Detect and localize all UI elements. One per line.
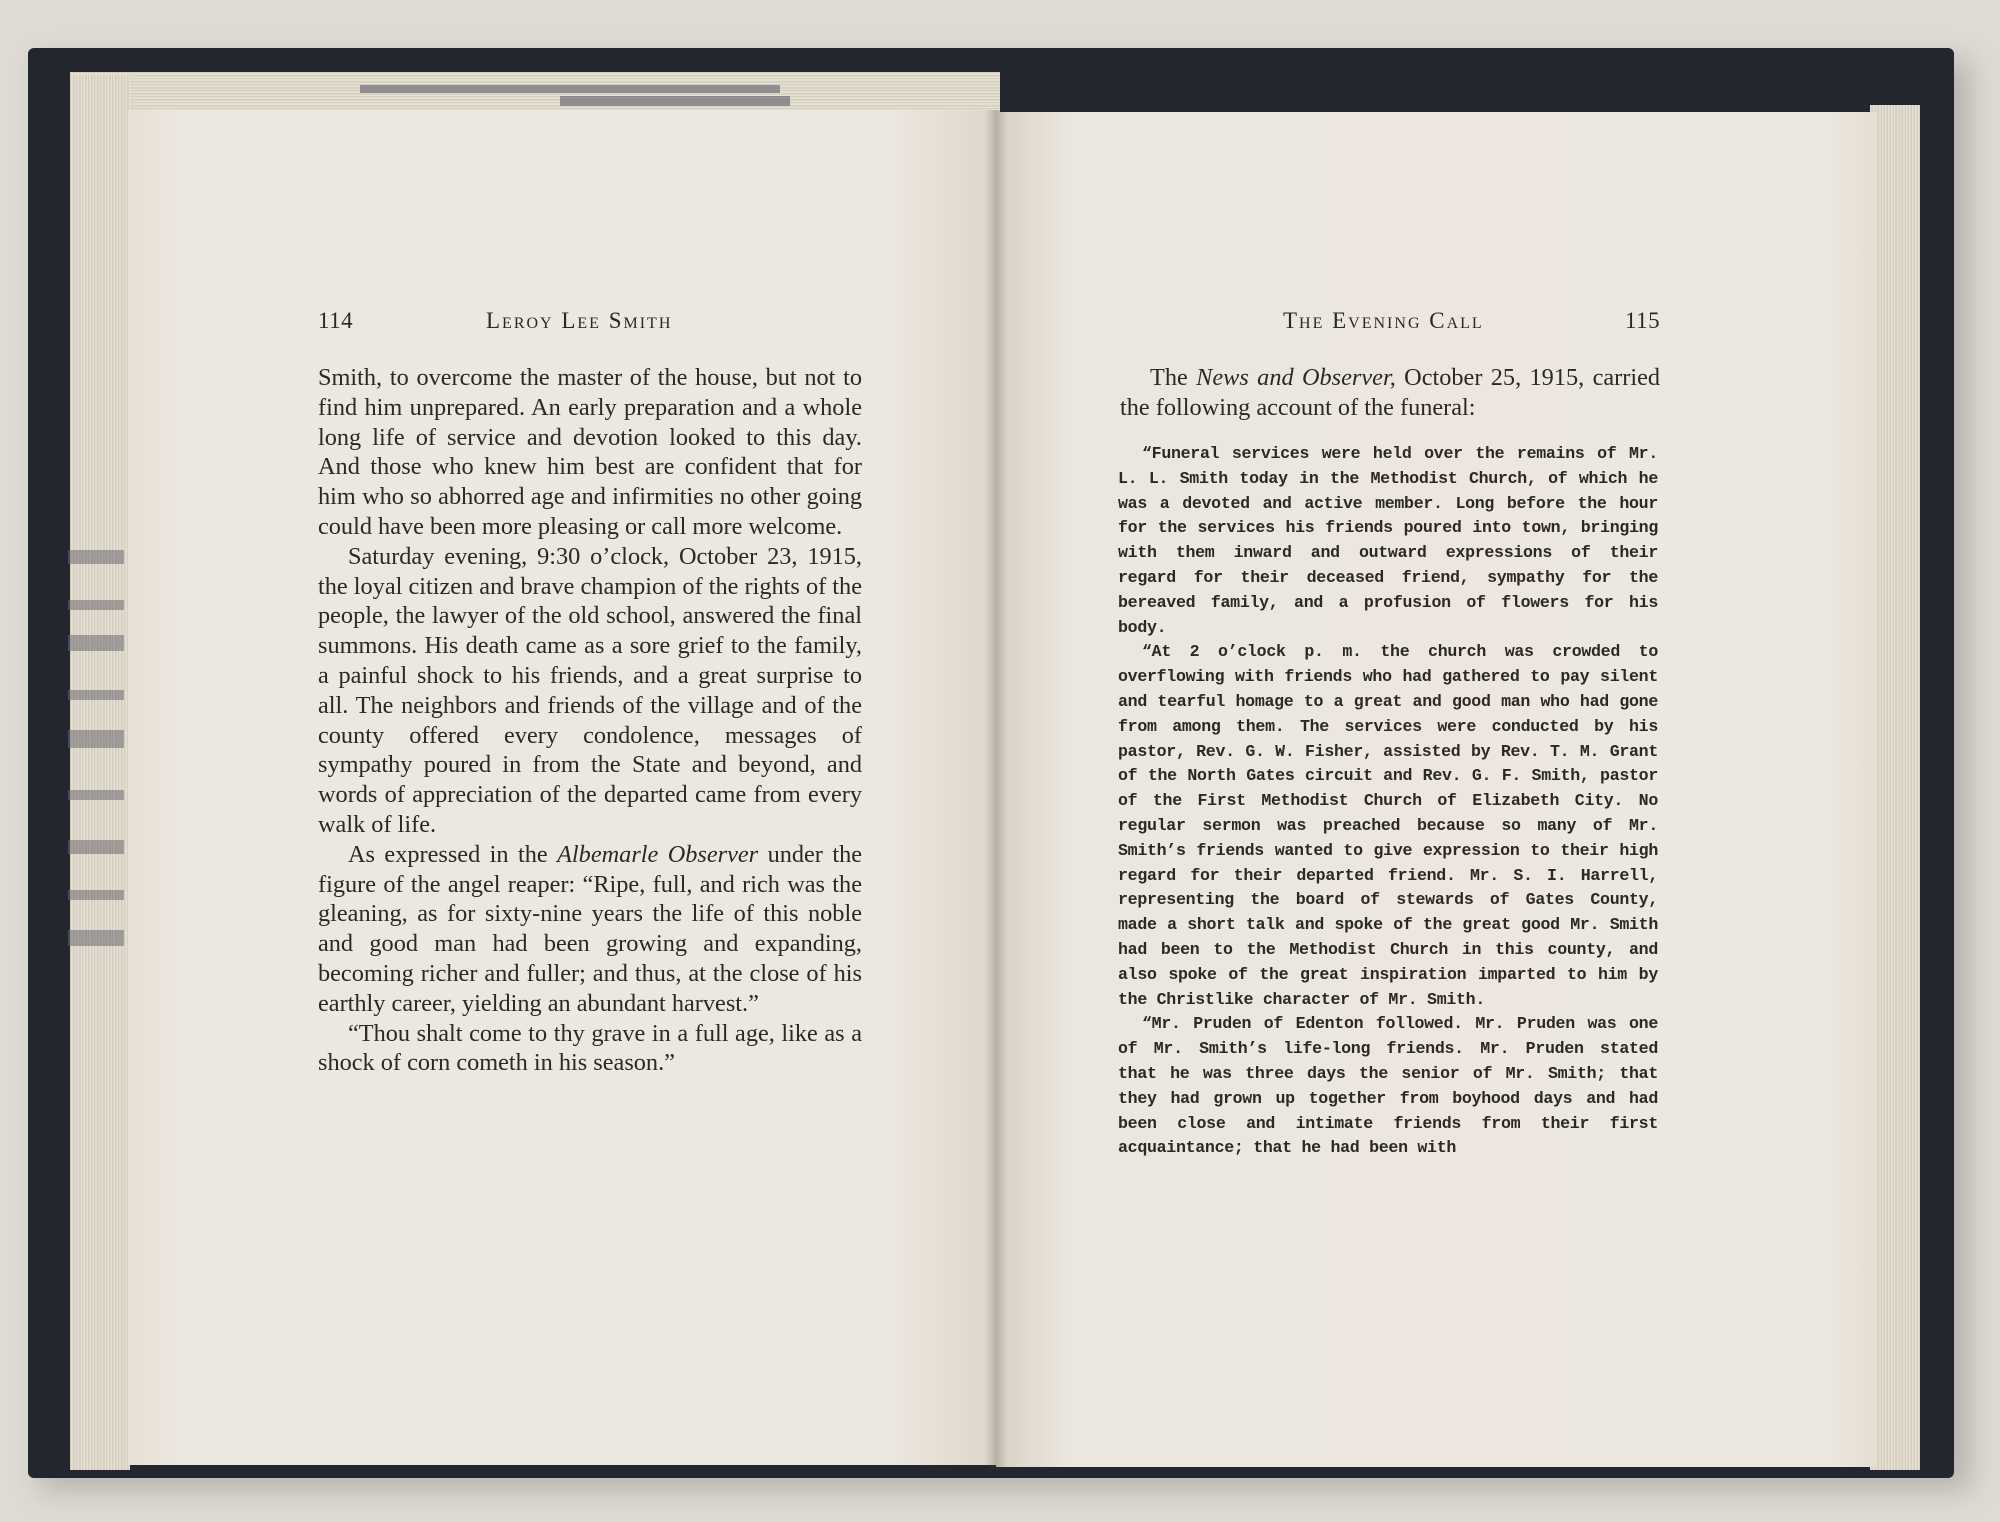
publication-title: News and Observer, bbox=[1196, 364, 1396, 391]
right-page-number: 115 bbox=[1625, 308, 1661, 333]
funeral-account-quote bbox=[1118, 442, 1658, 1161]
paragraph: Saturday evening, 9:30 o’clock, October 23, 1915, the loyal citizen and brave champion of the rights of the people, the lawyer of the old school, answered the final summons. His death came as a sore grief to the family, a painful shock to his friends, and a great surprise to all. The neighbors and friends of the village and of the county offered every condolence, messages of sympathy poured in from the State and beyond, and words of appreciation of the departed came from every walk of life. bbox=[318, 542, 862, 838]
paragraph: As expressed in the Albemarle Observer under the figure of the angel reaper: “Ripe, full, and rich was the gleaning, as for sixty-nine years the life of this noble and good man had been growing and expanding, becoming richer and fuller; and thus, at the close of his earthly career, yielding an abundant harvest.” bbox=[318, 840, 863, 1017]
quote-paragraph: “Funeral services were held over the remains of Mr. L. L. Smith today in the Methodist Church, of which he was a devoted and active member. Long before the hour for the services his friends poured into town, bringing with them inward and outward expressions of their regard for their deceased friend, sympathy for the bereaved family, and a profusion of flowers for his body. bbox=[1118, 444, 1658, 637]
book-gutter bbox=[985, 110, 1007, 1470]
paragraph: “Thou shalt come to thy grave in a full age, like as a shock of corn cometh in his season.” bbox=[318, 1019, 862, 1077]
left-running-head: Leroy Lee Smith bbox=[486, 308, 673, 333]
right-page-intro bbox=[1120, 363, 1660, 423]
publication-title: Albemarle Observer bbox=[557, 840, 759, 868]
paragraph: Smith, to overcome the master of the house, but not to find him unprepared. An early preparation and a whole long life of service and devotion looked to this day. And those who knew him best are confident that for him who so abhorred age and infirmities no other going could have been more pleasing or call more welcome. bbox=[318, 364, 862, 540]
right-running-head: The Evening Call bbox=[1283, 308, 1484, 333]
fore-edge-marks bbox=[68, 540, 124, 960]
left-page-body bbox=[318, 363, 862, 1078]
quote-paragraph: “Mr. Pruden of Edenton followed. Mr. Pruden was one of Mr. Smith’s life-long friends. Mr. Pruden stated that he was three days the senior of Mr. Smith; that they had grown up together from boyhood days and had been close and intimate friends from their first acquaintance; that he had been with bbox=[1118, 1014, 1658, 1158]
page-edges-right bbox=[1870, 105, 1920, 1470]
quote-paragraph: “At 2 o’clock p. m. the church was crowded to overflowing with friends who had gathered to pay silent and tearful homage to a great and good man who had gone from among them. The services were conducted by his pastor, Rev. G. W. Fisher, assisted by Rev. T. M. Grant of the North Gates circuit and Rev. G. F. Smith, pastor of the First Methodist Church of Elizabeth City. No regular sermon was preached because so many of Mr. Smith’s friends wanted to give expression to their high regard for their departed friend. Mr. S. I. Harrell, representing the board of stewards of Gates County, made a short talk and spoke of the great good Mr. Smith had been to the Methodist Church in this county, and also spoke of the great inspiration imparted to him by the Christlike character of Mr. Smith. bbox=[1118, 642, 1658, 1009]
paragraph: The News and Observer, October 25, 1915, carried the following account of the funeral: bbox=[1120, 364, 1660, 421]
left-page-number: 114 bbox=[318, 308, 354, 333]
